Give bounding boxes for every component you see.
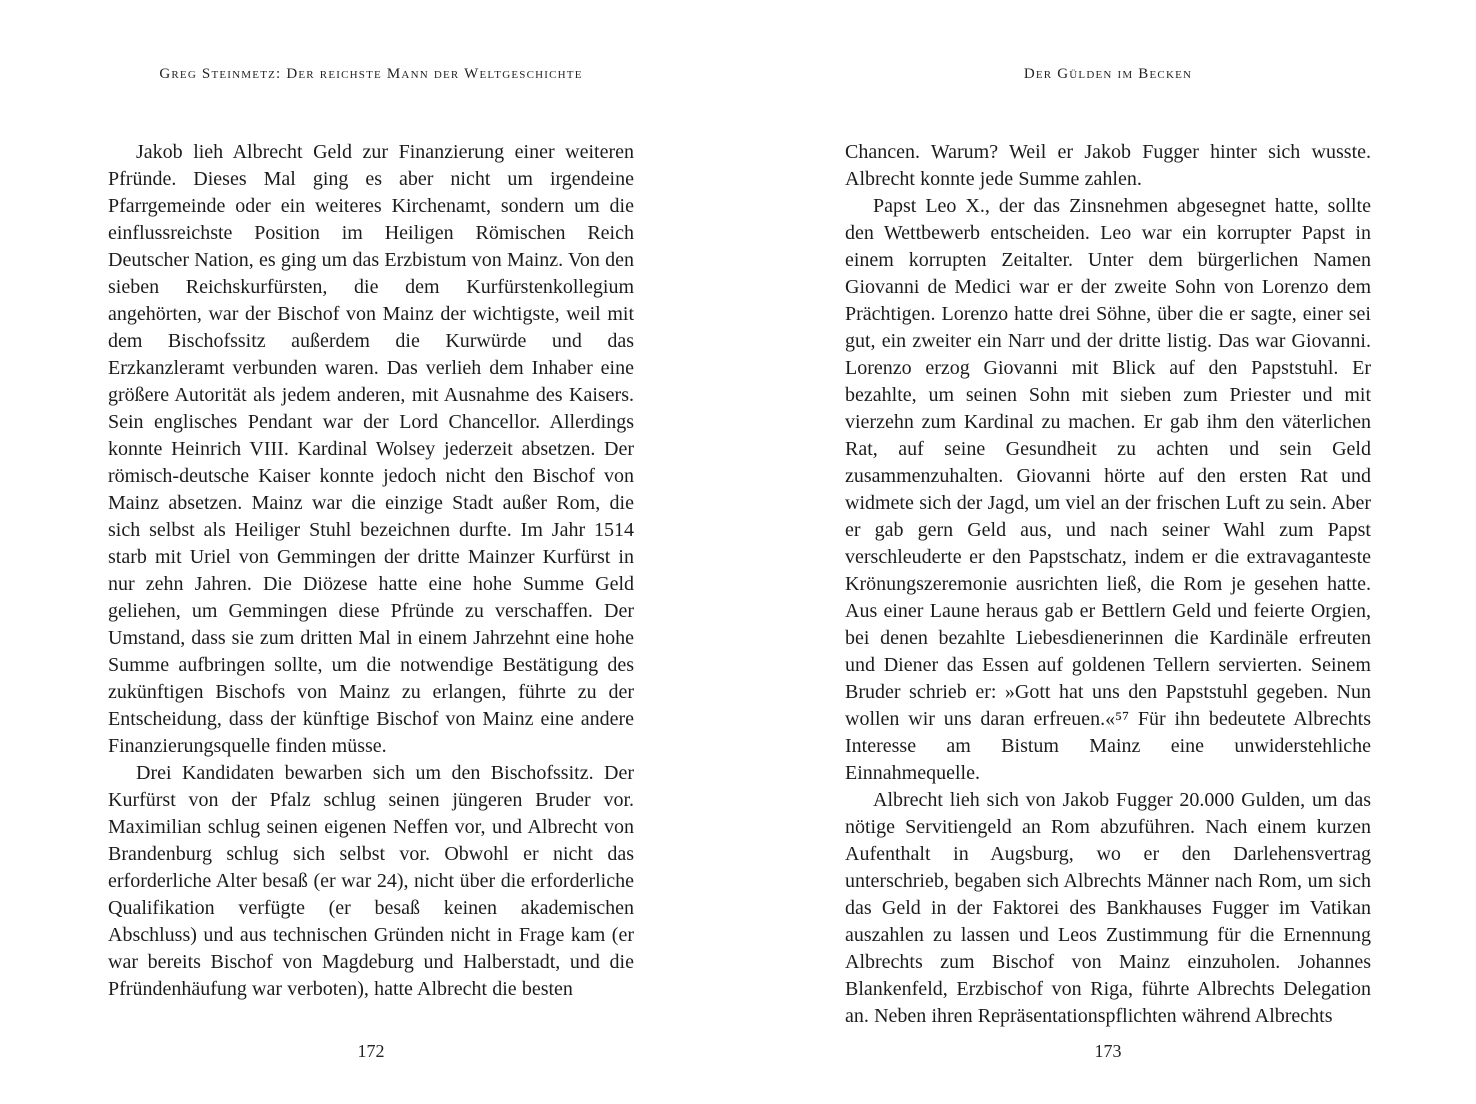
paragraph: Chancen. Warum? Weil er Jakob Fugger hinter sich wusste. Albrecht konnte jede Summe zahlen. (845, 141, 1371, 190)
page-body-right (845, 139, 1371, 1030)
page-body-left (108, 139, 634, 1003)
paragraph: Albrecht lieh sich von Jakob Fugger 20.000 Gulden, um das nötige Servitiengeld an Rom abzuführen. Nach einem kurzen Aufenthalt in Augsburg, wo er den Darlehensvertrag unterschrieb, begaben sich Albrechts Männer nach Rom, um sich das Geld in der Faktorei des Bankhauses Fugger im Vatikan auszahlen zu lassen und Leos Zustimmung für die Ernennung Albrechts zum Bischof von Mainz einzuholen. Johannes Blankenfeld, Erzbischof von Riga, führte Albrechts Delegation an. Neben ihren Repräsentationspflichten während Albrechts (845, 789, 1371, 1027)
running-head-left: Greg Steinmetz: Der reichste Mann der Weltgeschichte (159, 66, 583, 82)
running-head-right: Der Gülden im Becken (1023, 66, 1193, 82)
page-left (108, 0, 634, 1104)
paragraph: Drei Kandidaten bewarben sich um den Bischofssitz. Der Kurfürst von der Pfalz schlug seinen jüngeren Bruder vor. Maximilian schlug seinen eigenen Neffen vor, und Albrecht von Brandenburg schlug sich selbst vor. Obwohl er nicht das erforderliche Alter besaß (er war 24), nicht über die erforderliche Qualifikation verfügte (er besaß keinen akademischen Abschluss) und aus technischen Gründen nicht in Frage kam (er war bereits Bischof von Magdeburg und Halberstadt, und die Pfründenhäufung war verboten), hatte Albrecht die besten (108, 762, 634, 1000)
page-right (845, 0, 1371, 1104)
page-number-left: 172 (357, 1041, 385, 1061)
paragraph: Papst Leo X., der das Zinsnehmen abgesegnet hatte, sollte den Wettbewerb entscheiden. Leo war ein korrupter Papst in einem korrupten Zeitalter. Unter dem bürgerlichen Namen Giovanni de Medici war er der zweite Sohn von Lorenzo dem Prächtigen. Lorenzo hatte drei Söhne, über die er sagte, einer sei gut, ein zweiter ein Narr und der dritte listig. Das war Giovanni. Lorenzo erzog Giovanni mit Blick auf den Papststuhl. Er bezahlte, um seinen Sohn mit sieben zum Priester und mit vierzehn zum Kardinal zu machen. Er gab ihm den väterlichen Rat, auf seine Gesundheit zu achten und sein Geld zusammenzuhalten. Giovanni hörte auf den ersten Rat und widmete sich der Jagd, um viel an der frischen Luft zu sein. Aber er gab gern Geld aus, und nach seiner Wahl zum Papst verschleuderte er den Papstschatz, indem er die extravaganteste Krönungszeremonie ausrichten ließ, die Rom je gesehen hatte. Aus einer Laune heraus gab er Bettlern Geld und feierte Orgien, bei denen bezahlte Liebesdienerinnen die Kardinäle erfreuten und Diener das Essen auf goldenen Tellern servierten. Seinem Bruder schrieb er: »Gott hat uns den Papststuhl gegeben. Nun wollen wir uns daran erfreuen.«⁵⁷ Für ihn bedeutete Albrechts Interesse am Bistum Mainz eine unwiderstehliche Einnahmequelle. (845, 195, 1371, 784)
page-number-right: 173 (1094, 1041, 1122, 1061)
paragraph: Jakob lieh Albrecht Geld zur Finanzierung einer weiteren Pfründe. Dieses Mal ging es aber nicht um irgendeine Pfarrgemeinde oder ein weiteres Kirchenamt, sondern um die einflussreichste Position im Heiligen Römischen Reich Deutscher Nation, es ging um das Erzbistum von Mainz. Von den sieben Reichskurfürsten, die dem Kurfürstenkollegium angehörten, war der Bischof von Mainz der wichtigste, weil mit dem Bischofssitz außerdem die Kurwürde und das Erzkanzleramt verbunden waren. Das verlieh dem Inhaber eine größere Autorität als jedem anderen, mit Ausnahme des Kaisers. Sein englisches Pendant war der Lord Chancellor. Allerdings konnte Heinrich VIII. Kardinal Wolsey jederzeit absetzen. Der römisch-deutsche Kaiser konnte jedoch nicht den Bischof von Mainz absetzen. Mainz war die einzige Stadt außer Rom, die sich selbst als Heiliger Stuhl bezeichnen durfte. Im Jahr 1514 starb mit Uriel von Gemmingen der dritte Mainzer Kurfürst in nur zehn Jahren. Die Diözese hatte eine hohe Summe Geld geliehen, um Gemmingen diese Pfründe zu verschaffen. Der Umstand, dass sie zum dritten Mal in einem Jahrzehnt eine hohe Summe aufbringen sollte, um die notwendige Bestätigung des zukünftigen Bischofs von Mainz zu erlangen, führte zu der Entscheidung, dass der künftige Bischof von Mainz eine andere Finanzierungsquelle finden müsse. (108, 141, 634, 757)
